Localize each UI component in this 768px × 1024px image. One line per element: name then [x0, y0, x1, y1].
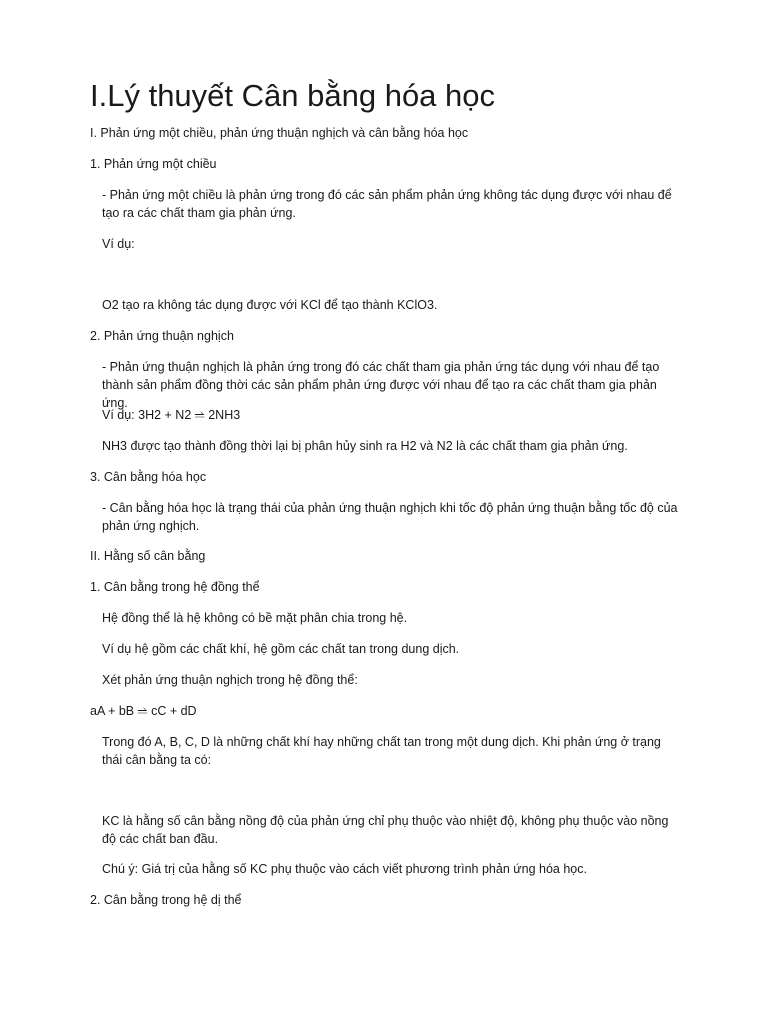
paragraph-kc-definition: KC là hằng số cân bằng nồng độ của phản ứng chỉ phụ thuộc vào nhiệt độ, không phụ thuộc vào nồng độ các chất ban đầu.	[102, 814, 669, 846]
paragraph-example-label: Ví dụ:	[102, 237, 135, 251]
paragraph-definition-reversible: - Phản ứng thuận nghịch là phản ứng trong đó các chất tham gia phản ứng tác dụng với nhau để tạo thành sản phẩm đồng thời các sản phẩm phản ứng được với nhau để tạo ra các chất tham gia phản ứng.	[102, 360, 660, 410]
subsection-heading-2-2: 2. Cân bằng trong hệ dị thể	[90, 893, 242, 907]
paragraph-homogeneous-example: Ví dụ hệ gồm các chất khí, hệ gồm các chất tan trong dung dịch.	[102, 642, 460, 656]
paragraph-nh3-decomposition: NH3 được tạo thành đồng thời lại bị phân hủy sinh ra H2 và N2 là các chất tham gia phản ứng.	[102, 439, 628, 453]
paragraph-kc-note: Chú ý: Giá trị của hằng số KC phụ thuộc vào cách viết phương trình phản ứng hóa học.	[102, 862, 587, 876]
document-title: I.Lý thuyết Cân bằng hóa học	[90, 78, 496, 113]
subsection-heading-1-3: 3. Cân bằng hóa học	[90, 470, 207, 484]
paragraph-definition-equilibrium: - Cân bằng hóa học là trạng thái của phản ứng thuận nghịch khi tốc độ phản ứng thuận bằng tốc độ của phản ứng nghịch.	[102, 501, 678, 533]
paragraph-general-equation: aA + bB ⥬ cC + dD	[90, 704, 197, 718]
paragraph-example-kclo3: O2 tạo ra không tác dụng được với KCl để tạo thành KClO3.	[102, 298, 438, 312]
paragraph-definition-one-way: - Phản ứng một chiều là phản ứng trong đó các sản phẩm phản ứng không tác dụng được với nhau để tạo ra các chất tham gia phản ứng.	[102, 188, 672, 220]
section-heading-2: II. Hằng số cân bằng	[90, 549, 206, 563]
subsection-heading-1-1: 1. Phản ứng một chiều	[90, 157, 217, 171]
paragraph-example-nh3: Ví dụ: 3H2 + N2 ⥬ 2NH3	[102, 408, 241, 422]
paragraph-equilibrium-condition: Trong đó A, B, C, D là những chất khí hay những chất tan trong một dung dịch. Khi phản ứng ở trạng thái cân bằng ta có:	[102, 735, 661, 767]
paragraph-homogeneous-definition: Hệ đồng thể là hệ không có bề mặt phân chia trong hệ.	[102, 611, 408, 625]
subsection-heading-2-1: 1. Cân bằng trong hệ đồng thể	[90, 580, 260, 594]
section-heading-1: I. Phản ứng một chiều, phản ứng thuận nghịch và cân bằng hóa học	[90, 126, 469, 140]
paragraph-consider-reaction: Xét phản ứng thuận nghịch trong hệ đồng thể:	[102, 673, 358, 687]
subsection-heading-1-2: 2. Phản ứng thuận nghịch	[90, 329, 234, 343]
